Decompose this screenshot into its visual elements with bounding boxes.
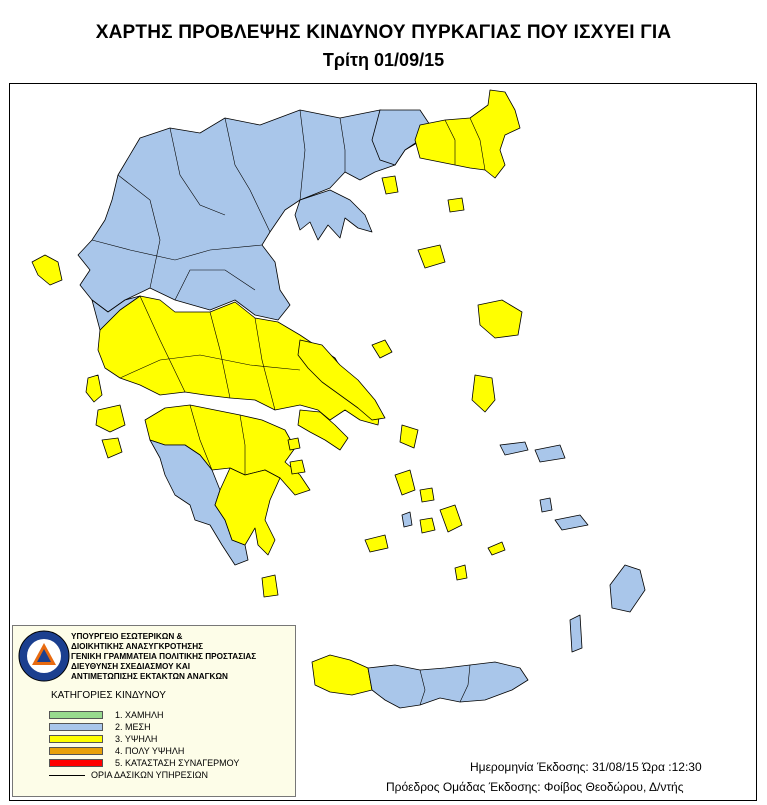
issue-date-time: Ημερομηνία Έκδοσης: 31/08/15 Ώρα :12:30 [470,760,702,774]
island-santorini [455,565,467,580]
island-kefalonia [96,405,125,432]
island-syros [402,512,412,527]
island-leros [540,498,552,512]
island-skyros [400,425,418,448]
swatch-alert [49,759,103,767]
issuer-name: Πρόεδρος Ομάδας Έκδοσης: Φοίβος Θεοδώρου, Δ/ντής [386,780,684,794]
category-low-label: 1. ΧΑΜΗΛΗ [115,710,164,720]
civil-protection-logo-icon [18,630,70,682]
region-evros [415,90,520,178]
island-skopelos [372,340,392,358]
boundary-line-symbol [49,775,85,776]
ministry-line-5: ΑΝΤΙΜΕΤΩΠΙΣΗΣ ΕΚΤΑΚΤΩΝ ΑΝΑΓΚΩΝ [71,672,228,681]
category-high-label: 3. ΥΨΗΛΗ [115,734,158,744]
legend-box [12,625,296,797]
island-tinos [420,488,434,502]
region-crete-east [368,662,528,708]
island-zakynthos [102,438,122,458]
island-amorgos [488,542,505,555]
island-andros [395,470,415,495]
island-karpathos [570,615,582,652]
ministry-line-1: ΥΠΟΥΡΓΕΙΟ ΕΣΩΤΕΡΙΚΩΝ & [71,632,183,641]
category-very-high-label: 4. ΠΟΛΥ ΥΨΗΛΗ [115,746,185,756]
swatch-very-high [49,747,103,755]
island-thasos [382,176,398,194]
swatch-high [49,735,103,743]
ministry-line-2: ΔΙΟΙΚΗΤΙΚΗΣ ΑΝΑΣΥΓΚΡΟΤΗΣΗΣ [71,642,204,651]
island-kythira [262,575,278,597]
island-lesvos [478,300,522,338]
region-chalkidiki [295,190,372,240]
island-samos [535,445,565,462]
ministry-line-3: ΓΕΝΙΚΗ ΓΡΑΜΜΑΤΕΙΑ ΠΟΛΙΤΙΚΗΣ ΠΡΟΣΤΑΣΙΑΣ [71,652,257,661]
map-title: ΧΑΡΤΗΣ ΠΡΟΒΛΕΨΗΣ ΚΙΝΔΥΝΟΥ ΠΥΡΚΑΓΙΑΣ ΠΟΥ ΙΣΧΥΕΙ ΓΙΑ [95,22,672,43]
island-milos [365,535,388,552]
island-paros [420,518,435,533]
region-central-greece [98,296,380,425]
swatch-medium [49,723,103,731]
island-corfu [32,255,62,285]
category-medium-label: 2. ΜΕΣΗ [115,722,151,732]
region-crete-west [312,655,372,695]
risk-categories-title: ΚΑΤΗΓΟΡΙΕΣ ΚΙΝΔΥΝΟΥ [51,690,166,701]
map-date: Τρίτη 01/09/15 [322,50,445,70]
island-lefkada [86,375,102,402]
island-samothrace [448,198,464,212]
island-naxos [440,505,462,532]
island-aegina [290,460,305,474]
island-chios [472,375,495,412]
region-attica [298,410,348,450]
boundary-label: ΟΡΙΑ ΔΑΣΙΚΩΝ ΥΠΗΡΕΣΙΩΝ [91,770,208,780]
category-alert-label: 5. ΚΑΤΑΣΤΑΣΗ ΣΥΝΑΓΕΡΜΟΥ [115,758,240,768]
island-kos [555,515,588,530]
island-rhodes [610,565,645,612]
island-limnos [418,245,445,268]
island-ikaria [500,442,528,455]
ministry-line-4: ΔΙΕΥΘΥΝΣΗ ΣΧΕΔΙΑΣΜΟΥ ΚΑΙ [71,662,191,671]
region-macedonia [78,110,422,320]
island-salamina [288,438,300,450]
swatch-low [49,711,103,719]
